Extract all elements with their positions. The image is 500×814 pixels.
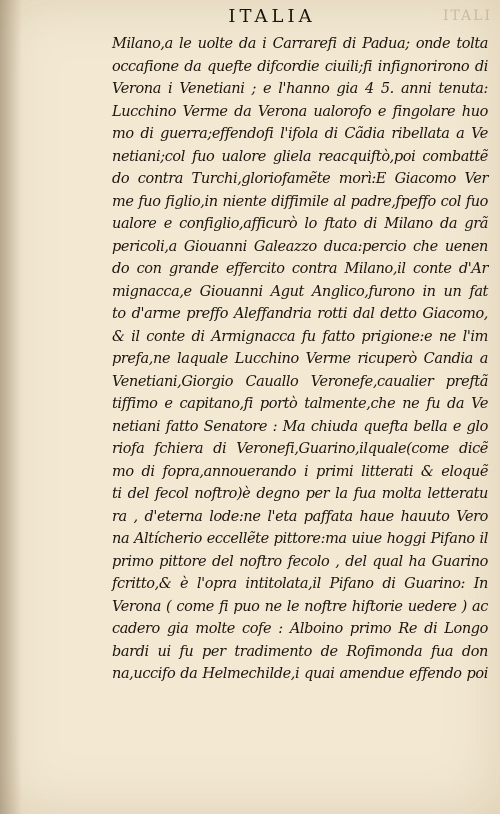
text-line: prefa,ne laquale Lucchino Verme ricuperò Candia a bbox=[112, 351, 488, 367]
text-line: Verona i Venetiani ; e l'hanno gia 4 5. anni tenuta: bbox=[112, 81, 488, 97]
body-text bbox=[112, 33, 488, 686]
text-line: do con grande effercito contra Milano,il conte d'Ar bbox=[112, 261, 488, 277]
text-line: mo di fopra,annouerando i primi litterati & eloquẽ bbox=[112, 463, 488, 480]
text-line: to d'arme preffo Aleffandria rotti dal detto Giacomo, bbox=[112, 306, 488, 322]
text-line: ti del fecol noftro)è degno per la fua molta letteratu bbox=[112, 486, 488, 502]
text-line: me fuo figlio,in niente diffimile al padre,fpeffo col fuo bbox=[112, 193, 488, 210]
text-line: mo di guerra;effendofi l'ifola di Cãdia ribellata a Ve bbox=[112, 126, 488, 142]
text-line: primo pittore del noftro fecolo , del qual ha Guarino bbox=[112, 553, 488, 570]
text-line: fcritto,& è l'opra intitolata,il Pifano di Guarino: In bbox=[112, 576, 488, 592]
text-line: ra , d'eterna lode:ne l'eta paffata haue hauuto Vero bbox=[112, 508, 488, 525]
bleed-through-text: ITALI bbox=[442, 8, 492, 24]
text-line: riofa fchiera di Veronefi,Guarino,ilquale(come dicẽ bbox=[112, 441, 488, 457]
text-line: ualore e configlio,afficurò lo ftato di Milano da grã bbox=[112, 216, 488, 232]
text-line: mignacca,e Giouanni Agut Anglico,furono in un fat bbox=[112, 283, 488, 300]
text-line: occafione da quefte difcordie ciuili;fi infignorirono di bbox=[112, 58, 488, 75]
text-line: do contra Turchi,gloriofamẽte morì:E Giacomo Ver bbox=[112, 171, 488, 187]
text-line: cadero gia molte cofe : Alboino primo Re di Longo bbox=[112, 621, 488, 637]
text-line: Venetiani,Giorgio Cauallo Veronefe,caualier preftã bbox=[112, 373, 488, 390]
running-header: ITALIA bbox=[228, 6, 316, 27]
text-line: tiffimo e capitano,fi portò talmente,che ne fu da Ve bbox=[112, 396, 488, 412]
text-line: Milano,a le uolte da i Carrarefi di Padua; onde tolta bbox=[112, 36, 488, 52]
text-line: & il conte di Armignacca fu fatto prigione:e ne l'im bbox=[112, 328, 488, 345]
text-line: pericoli,a Giouanni Galeazzo duca:percio che uenen bbox=[112, 238, 488, 255]
text-line: netiani;col fuo ualore gliela reacquiftò,poi combattẽ bbox=[112, 148, 488, 165]
text-line: na Altícherio eccellẽte pittore:ma uiue hoggi Pifano il bbox=[112, 531, 488, 547]
text-line: bardi ui fu per tradimento de Rofimonda fua don bbox=[112, 643, 488, 660]
text-line: Verona ( come fi puo ne le noftre hiftorie uedere ) ac bbox=[112, 598, 488, 615]
text-line: na,uccifo da Helmechilde,i quai amendue effendo poi bbox=[112, 666, 488, 682]
text-line: Lucchino Verme da Verona ualorofo e fingolare huo bbox=[112, 103, 488, 120]
gutter-shadow bbox=[0, 0, 22, 814]
text-line: netiani fatto Senatore : Ma chiuda quefta bella e glo bbox=[112, 418, 488, 435]
